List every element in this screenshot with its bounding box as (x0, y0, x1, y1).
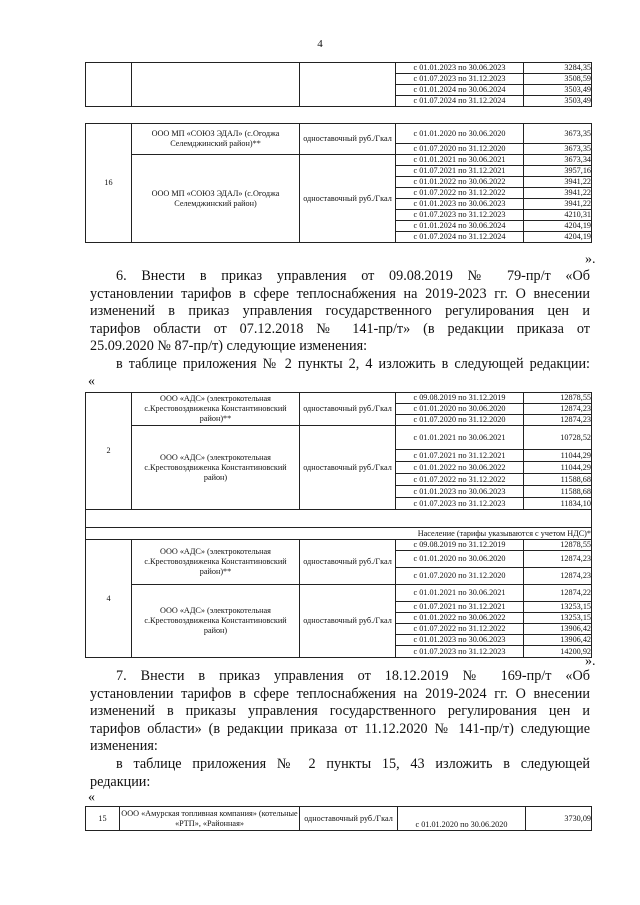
value-cell: 3508,59 (524, 74, 592, 85)
value-cell: 10728,52 (524, 426, 592, 450)
value-cell: 3957,16 (524, 166, 592, 177)
org-name: ООО «АДС» (электрокотельная с.Крестовоздвиженка Константиновский район) (132, 585, 300, 658)
value-cell: 3673,34 (524, 155, 592, 166)
value-cell: 3284,35 (524, 63, 592, 74)
item-number: 4 (86, 540, 132, 658)
value-cell: 3941,22 (524, 188, 592, 199)
value-cell: 14200,92 (524, 646, 592, 658)
value-cell: 12878,55 (524, 393, 592, 404)
paragraph-line: изменений в приказы управления государственного регулирования цен и (90, 703, 590, 720)
period-cell: с 01.01.2023 по 30.06.2023 (396, 63, 524, 74)
value-cell: 11044,29 (524, 462, 592, 474)
period-cell: с 01.07.2021 по 31.12.2021 (396, 602, 524, 613)
paragraph-7 (90, 668, 590, 791)
value-cell: 13906,42 (524, 624, 592, 635)
period-cell: с 01.01.2020 по 30.06.2020 (396, 404, 524, 415)
tariff-type: одноставочный руб./Гкал (300, 155, 396, 243)
paragraph-6 (90, 268, 590, 374)
tariff-type: одноставочный руб./Гкал (300, 807, 398, 831)
period-cell: с 01.01.2022 по 30.06.2022 (396, 613, 524, 624)
value-cell: 3673,35 (524, 124, 592, 144)
period-cell: с 01.01.2022 по 30.06.2022 (396, 462, 524, 474)
period-cell: с 01.01.2023 по 30.06.2023 (396, 486, 524, 498)
item-number: 15 (86, 807, 120, 831)
period-cell: с 01.01.2021 по 30.06.2021 (396, 155, 524, 166)
period-cell: с 01.07.2020 по 31.12.2020 (396, 144, 524, 155)
cell-empty (132, 63, 300, 107)
period-cell: с 01.01.2024 по 30.06.2024 (396, 85, 524, 96)
paragraph-line: изменения: (90, 738, 158, 755)
period-cell: с 01.07.2022 по 31.12.2022 (396, 188, 524, 199)
value-cell: 13253,15 (524, 602, 592, 613)
value-cell: 12874,23 (524, 415, 592, 426)
period-cell: с 09.08.2019 по 31.12.2019 (396, 393, 524, 404)
value-cell: 12874,22 (524, 585, 592, 602)
paragraph-line: редакции: (90, 773, 151, 790)
tariff-type: одноставочный руб./Гкал (300, 540, 396, 585)
close-quote: ». (585, 252, 596, 267)
value-cell: 3503,49 (524, 96, 592, 107)
period-cell: с 01.07.2024 по 31.12.2024 (396, 232, 524, 243)
tariff-type: одноставочный руб./Гкал (300, 585, 396, 658)
open-quote: « (88, 374, 95, 389)
tariff-type: одноставочный руб./Гкал (300, 393, 396, 426)
value-cell: 4204,19 (524, 232, 592, 243)
value-cell: 3941,22 (524, 199, 592, 210)
item-number: 2 (86, 393, 132, 510)
table-top (85, 62, 592, 107)
period-cell: с 01.07.2023 по 31.12.2023 (396, 210, 524, 221)
org-name: ООО «АДС» (электрокотельная с.Крестовоздвиженка Константиновский район)** (132, 393, 300, 426)
paragraph-line: в таблице приложения № 2 пункты 15, 43 изложить в следующей (116, 755, 590, 772)
value-cell: 12874,23 (524, 551, 592, 568)
value-cell: 11834,10 (524, 498, 592, 510)
period-cell: с 01.07.2020 по 31.12.2020 (396, 568, 524, 585)
period-cell: с 01.07.2021 по 31.12.2021 (396, 166, 524, 177)
item-number: 16 (86, 124, 132, 243)
paragraph-line: установлении тарифов в сфере теплоснабжения на 2019-2023 гг. О внесении (90, 285, 590, 302)
period-cell: с 01.07.2022 по 31.12.2022 (396, 474, 524, 486)
value-cell: 3730,09 (526, 807, 592, 831)
value-cell: 13253,15 (524, 613, 592, 624)
period-cell: с 01.01.2022 по 30.06.2022 (396, 177, 524, 188)
value-cell: 12874,23 (524, 568, 592, 585)
paragraph-line: 6. Внести в приказ управления от 09.08.2019 № 79-пр/т «Об (116, 268, 590, 284)
org-name: ООО МП «СОЮЗ ЭДАЛ» (с.Огоджа Селемджинский район)** (132, 124, 300, 155)
org-name: ООО «АДС» (электрокотельная с.Крестовоздвиженка Константиновский район) (132, 426, 300, 510)
value-cell: 3673,35 (524, 144, 592, 155)
close-quote: ». (585, 654, 596, 669)
period-cell: с 01.01.2021 по 30.06.2021 (396, 585, 524, 602)
cell-empty (86, 63, 132, 107)
paragraph-line: изменений в приказ управления государственного регулирования цен и (90, 303, 590, 320)
org-name: ООО «Амурская топливная компания» (котельные «РТП», «Районная» (120, 807, 300, 831)
table-item-15 (85, 806, 592, 831)
period-cell: с 01.07.2020 по 31.12.2020 (396, 415, 524, 426)
value-cell: 3941,22 (524, 177, 592, 188)
value-cell: 12874,23 (524, 404, 592, 415)
value-cell: 11588,68 (524, 474, 592, 486)
org-name: ООО МП «СОЮЗ ЭДАЛ» (с.Огоджа Селемджинский район) (132, 155, 300, 243)
value-cell: 11588,68 (524, 486, 592, 498)
period-cell: с 01.01.2020 по 30.06.2020 (396, 551, 524, 568)
period-cell: с 01.01.2024 по 30.06.2024 (396, 221, 524, 232)
value-cell: 12878,55 (524, 540, 592, 551)
page-number: 4 (317, 38, 323, 50)
paragraph-line: 25.09.2020 № 87-пр/т) следующие изменения: (90, 338, 368, 355)
tariff-type: одноставочный руб./Гкал (300, 124, 396, 155)
period-cell: с 01.07.2023 по 31.12.2023 (396, 646, 524, 658)
value-cell: 4210,31 (524, 210, 592, 221)
table-item-16 (85, 123, 592, 243)
period-cell: с 01.07.2023 по 31.12.2023 (396, 74, 524, 85)
paragraph-line: установлении тарифов в сфере теплоснабжения на 2019-2024 гг. О внесении (90, 685, 590, 702)
value-cell: 13906,42 (524, 635, 592, 646)
period-cell: с 01.01.2021 по 30.06.2021 (396, 426, 524, 450)
value-cell: 3503,49 (524, 85, 592, 96)
paragraph-line: 7. Внести в приказ управления от 18.12.2019 № 169-пр/т «Об (116, 668, 590, 684)
period-cell: с 01.01.2020 по 30.06.2020 (398, 807, 526, 831)
value-cell: 4204,19 (524, 221, 592, 232)
paragraph-line: тарифов области» (в редакции приказа от 11.12.2020 № 141-пр/т) следующие (90, 720, 590, 737)
value-cell: 11044,29 (524, 450, 592, 462)
tariff-type: одноставочный руб./Гкал (300, 426, 396, 510)
population-header: Население (тарифы указываются с учетом НДС)* (86, 528, 592, 540)
table-items-2-4 (85, 392, 592, 658)
period-cell: с 01.01.2023 по 30.06.2023 (396, 635, 524, 646)
period-cell: с 01.07.2023 по 31.12.2023 (396, 498, 524, 510)
open-quote: « (88, 790, 95, 805)
cell-empty (300, 63, 396, 107)
period-cell: с 01.01.2023 по 30.06.2023 (396, 199, 524, 210)
period-cell: с 01.07.2024 по 31.12.2024 (396, 96, 524, 107)
period-cell: с 01.07.2021 по 31.12.2021 (396, 450, 524, 462)
paragraph-line: в таблице приложения № 2 пункты 2, 4 изложить в следующей редакции: (116, 355, 590, 372)
paragraph-line: тарифов области от 07.12.2018 № 141-пр/т» (в редакции приказа от (90, 320, 590, 337)
org-name: ООО «АДС» (электрокотельная с.Крестовоздвиженка Константиновский район)** (132, 540, 300, 585)
period-cell: с 01.07.2022 по 31.12.2022 (396, 624, 524, 635)
period-cell: с 01.01.2020 по 30.06.2020 (396, 124, 524, 144)
period-cell: с 09.08.2019 по 31.12.2019 (396, 540, 524, 551)
empty-row (86, 510, 592, 528)
